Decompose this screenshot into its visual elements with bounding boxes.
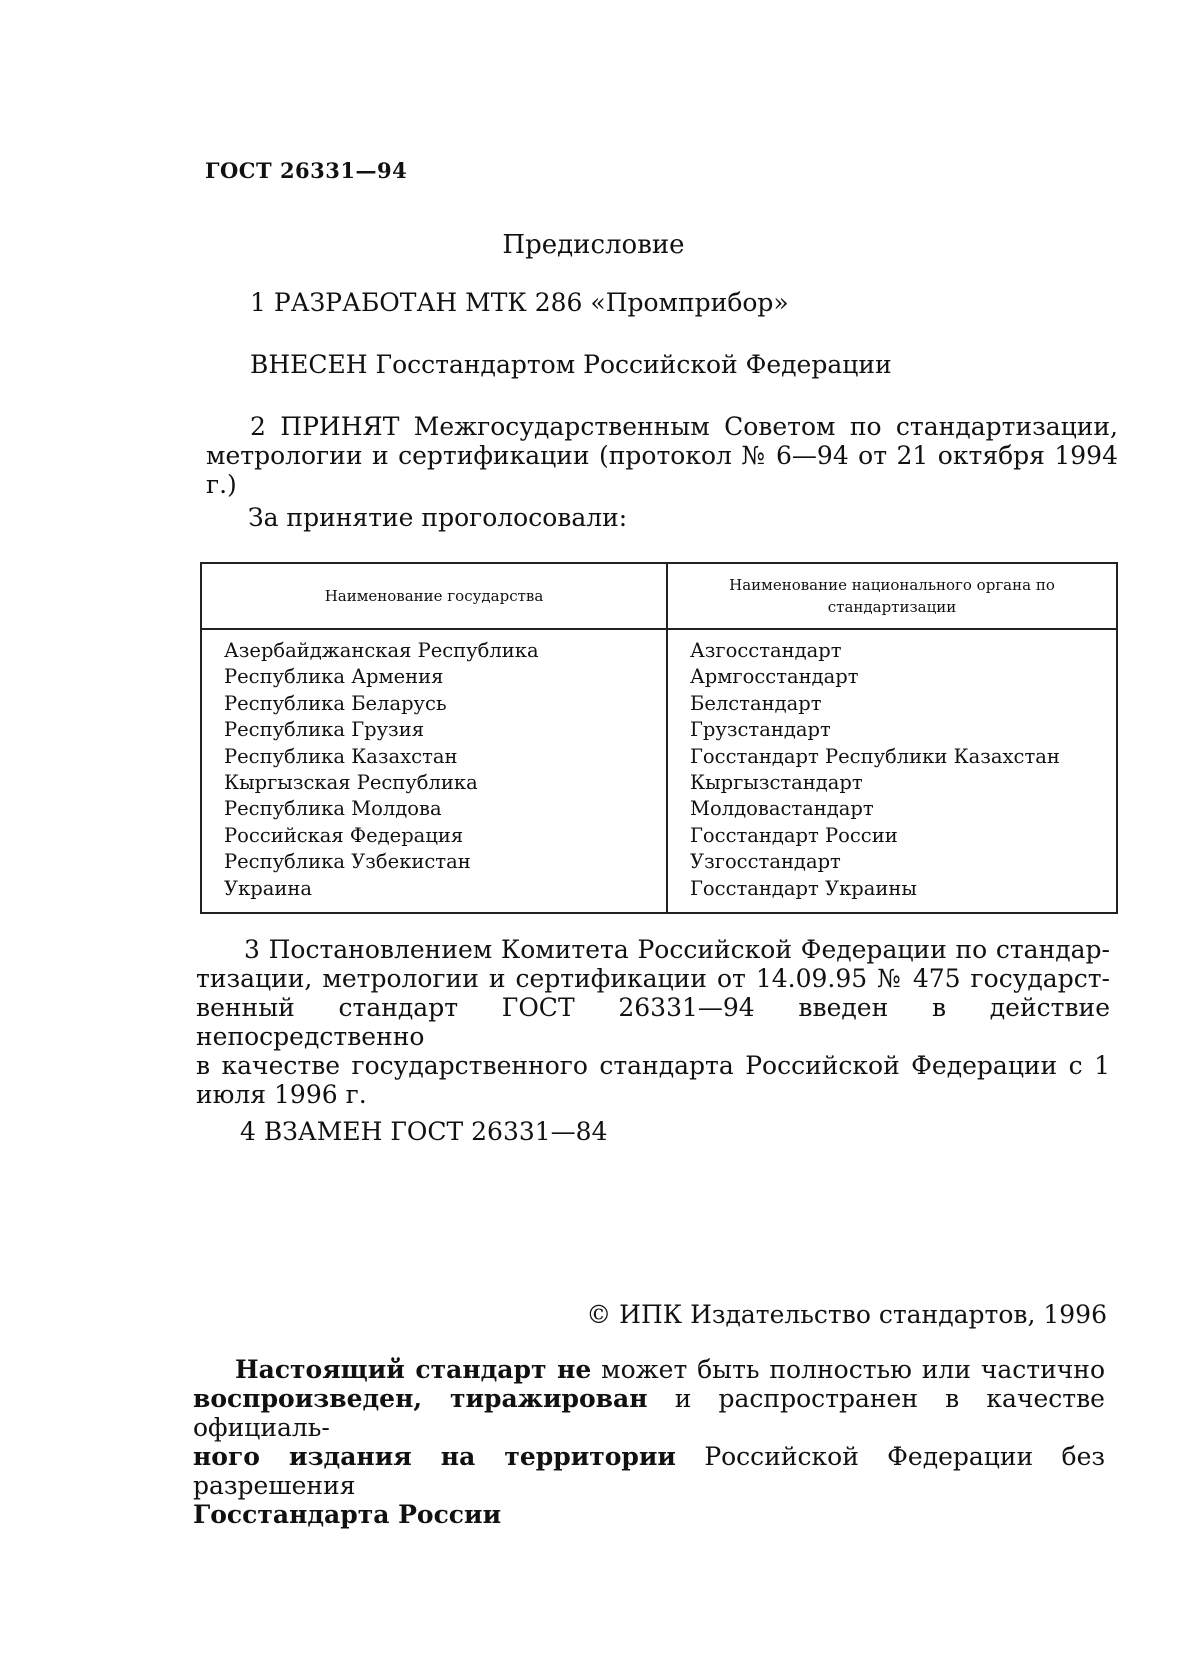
notice-line (193, 1500, 1105, 1529)
state-name: Республика Казахстан (224, 744, 458, 768)
state-name: Республика Молдова (224, 797, 442, 821)
section-3-resolution (196, 935, 1110, 1109)
page-title: Предисловие (502, 230, 685, 260)
bodies-column (667, 629, 1117, 913)
states-column (201, 629, 667, 913)
reproduction-notice (193, 1355, 1105, 1529)
notice-text: и распространен в качестве официаль- (193, 1384, 1105, 1442)
voted-label: За принятие проголосовали: (248, 503, 628, 532)
notice-bold: ного издания на территории (193, 1442, 676, 1471)
state-name: Республика Узбекистан (224, 850, 471, 874)
section-3-line: июля 1996 г. (196, 1080, 367, 1109)
document-header: ГОСТ 26331—94 (205, 158, 408, 183)
notice-line (193, 1384, 1105, 1442)
section-4-replaces: 4 ВЗАМЕН ГОСТ 26331—84 (240, 1117, 608, 1146)
notice-bold: Госстандарта России (193, 1500, 502, 1529)
voting-states-table (200, 562, 1118, 914)
section-1-developed: 1 РАЗРАБОТАН МТК 286 «Промприбор» (250, 288, 789, 317)
standards-body-name: Белстандарт (690, 691, 822, 715)
section-1-introduced: ВНЕСЕН Госстандартом Российской Федерации (250, 350, 892, 379)
section-2-adopted (206, 412, 1118, 499)
section-2-line-1: 2 ПРИНЯТ Межгосударственным Советом по стандартизации, (250, 412, 1118, 441)
copyright-notice: © ИПК Издательство стандартов, 1996 (586, 1300, 1107, 1329)
notice-text: Российской Федерации без разрешения (193, 1442, 1106, 1500)
state-name: Российская Федерация (224, 823, 464, 847)
table-header-body-line-2: стандартизации (827, 598, 957, 616)
table-header-state: Наименование государства (201, 563, 667, 629)
state-name: Украина (224, 876, 313, 900)
notice-bold: воспроизведен, тиражирован (193, 1384, 648, 1413)
state-name: Республика Беларусь (224, 691, 447, 715)
notice-line (193, 1355, 1105, 1384)
notice-line (193, 1442, 1105, 1500)
standards-body-name: Молдовастандарт (690, 797, 874, 821)
section-2-line-2: метрологии и сертификации (протокол № 6—94 от 21 октября 1994 г.) (206, 441, 1118, 499)
section-3-line: 3 Постановлением Комитета Российской Федерации по стандар- (244, 935, 1110, 964)
standards-body-name: Грузстандарт (690, 718, 831, 742)
standards-body-name: Кыргызстандарт (690, 771, 863, 795)
state-name: Республика Грузия (224, 718, 424, 742)
section-3-line: тизации, метрологии и сертификации от 14.09.95 № 475 государст- (196, 964, 1110, 993)
state-name: Кыргызская Республика (224, 771, 478, 795)
state-name: Республика Армения (224, 665, 444, 689)
section-3-line: венный стандарт ГОСТ 26331—94 введен в действие непосредственно (196, 993, 1110, 1051)
section-3-line: в качестве государственного стандарта Российской Федерации с 1 (196, 1051, 1110, 1080)
standards-body-name: Азгосстандарт (690, 639, 842, 662)
standards-body-name: Армгосстандарт (690, 665, 859, 689)
table-header-body-line-1: Наименование национального органа по (729, 576, 1055, 594)
state-name: Азербайджанская Республика (224, 639, 539, 662)
standards-body-name: Узгосстандарт (690, 850, 841, 874)
standards-body-name: Госстандарт Республики Казахстан (690, 744, 1060, 768)
standards-body-name: Госстандарт России (690, 823, 898, 847)
standards-body-name: Госстандарт Украины (690, 876, 917, 900)
notice-text: может быть полностью или частично (601, 1355, 1105, 1384)
notice-bold: Настоящий стандарт не (235, 1355, 592, 1384)
table-header-body (667, 563, 1117, 629)
